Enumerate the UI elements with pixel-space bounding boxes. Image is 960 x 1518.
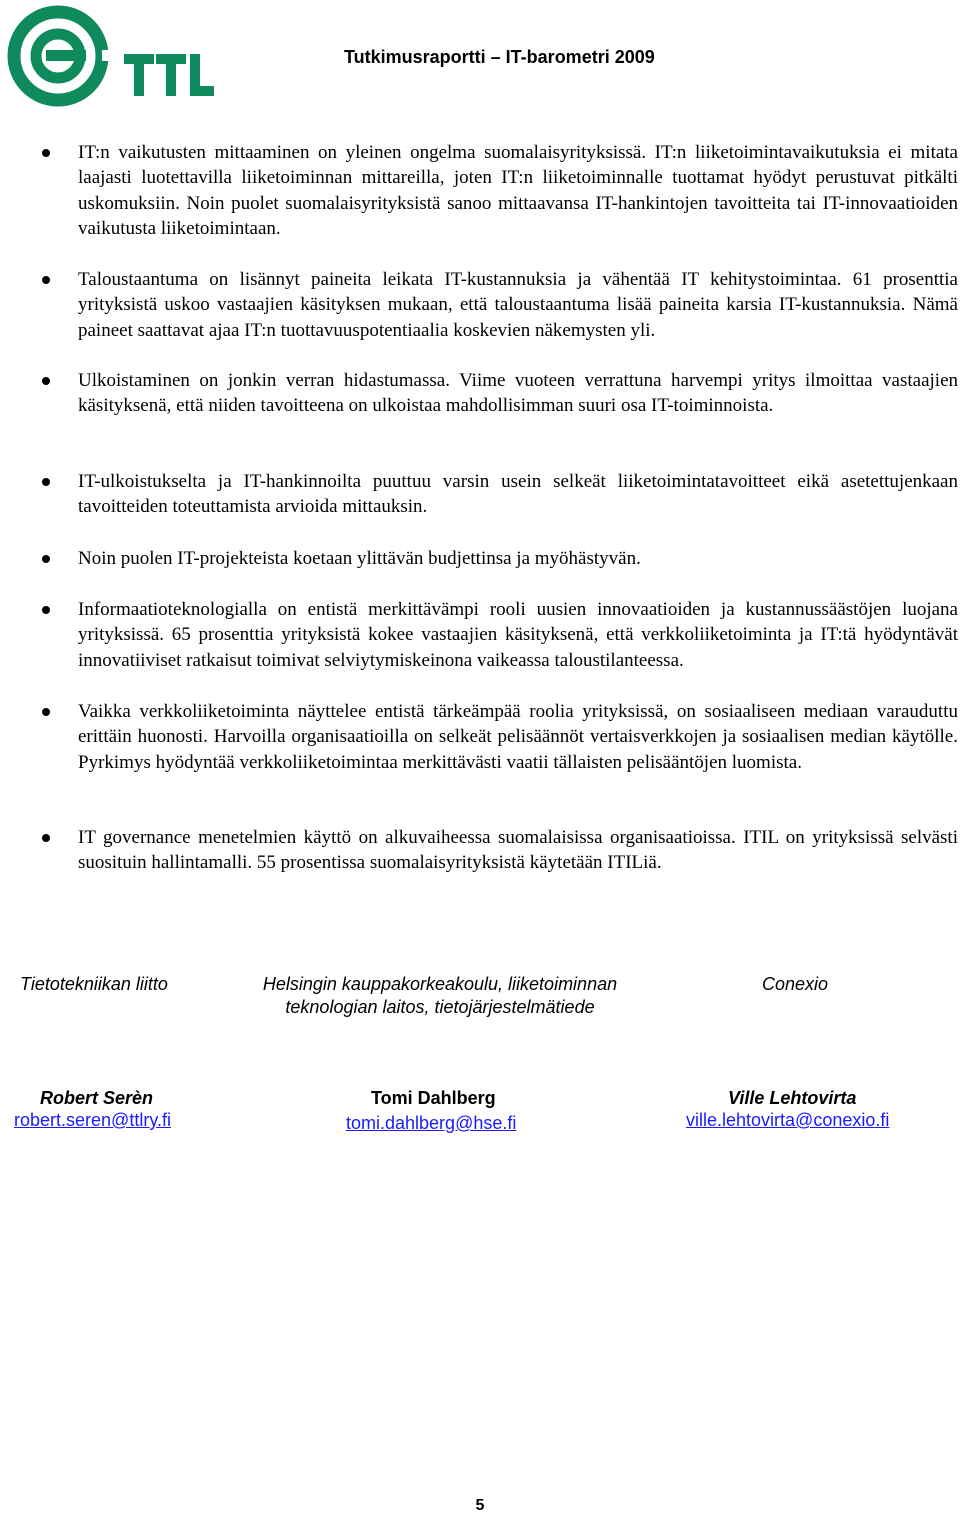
list-item-text: Ulkoistaminen on jonkin verran hidastumassa. Viime vuoteen verrattuna harvempi yritys ilmoittaa vastaajien käsityksenä, että niiden tavoitteena on ulkoistaa mahdollisimman suuri osa IT-toiminnoista. bbox=[78, 370, 958, 417]
contact-email-tomi[interactable]: tomi.dahlberg@hse.fi bbox=[346, 1113, 517, 1133]
bullet-icon bbox=[42, 606, 50, 614]
list-item bbox=[78, 469, 958, 520]
list-item bbox=[78, 368, 958, 419]
bullet-icon bbox=[42, 478, 50, 486]
list-item bbox=[78, 267, 958, 343]
contact-email-robert[interactable]: robert.seren@ttlry.fi bbox=[14, 1110, 171, 1130]
ttl-logo bbox=[6, 4, 216, 108]
organization-hse bbox=[220, 973, 660, 1019]
list-item-text: Noin puolen IT-projekteista koetaan ylittävän budjettinsa ja myöhästyvän. bbox=[78, 548, 641, 569]
page-number: 5 bbox=[475, 1497, 485, 1514]
contact-name-tomi: Tomi Dahlberg bbox=[371, 1088, 496, 1108]
bullet-icon bbox=[42, 555, 50, 563]
organization-name: Helsingin kauppakorkeakoulu, liiketoiminnan bbox=[262, 974, 618, 994]
list-item-text: IT governance menetelmien käyttö on alkuvaiheessa suomalaisissa organisaatioissa. ITIL on yrityksissä selvästi suosituin hallintamalli. 55 prosentissa suomalaisyrityksistä käytetään ITILiä. bbox=[78, 827, 958, 874]
bullet-icon bbox=[42, 276, 50, 284]
bullet-icon bbox=[42, 149, 50, 157]
contact-name-robert: Robert Serèn bbox=[40, 1088, 154, 1108]
contact-email-ville[interactable]: ville.lehtovirta@conexio.fi bbox=[686, 1110, 890, 1130]
list-item-text: Taloustaantuma on lisännyt paineita leikata IT-kustannuksia ja vähentää IT kehitystoimintaa. 61 prosenttia yrityksistä uskoo vastaajien käsityksen mukaan, että taloustaantuma lisää paineita karsia IT-kustannuksia. Nämä paineet saattavat ajaa IT:n tuottavuuspotentiaalia koskevien näkemysten yli. bbox=[78, 269, 958, 341]
contact-name-ville: Ville Lehtovirta bbox=[728, 1088, 857, 1108]
organization-department: teknologian laitos, tietojärjestelmätiede bbox=[285, 997, 595, 1017]
list-item-text: IT:n vaikutusten mittaaminen on yleinen ongelma suomalaisyrityksissä. IT:n liiketoimintavaikutuksia ei mitata laajasti luotettavilla liiketoiminnan mittareilla, joten IT:n liiketoiminnalle tuottamat hyödyt perustuvat pitkälti uskomuksiin. Noin puolet suomalaisyrityksistä sanoo mittaavansa IT-hankintojen tavoitteita tai IT-innovaatioiden vaikutusta liiketoimintaan. bbox=[78, 142, 958, 239]
bullet-icon bbox=[42, 834, 50, 842]
list-item-text: Vaikka verkkoliiketoiminta näyttelee entistä tärkeämpää roolia yrityksissä, on sosiaaliseen mediaan varauduttu erittäin huonosti. Harvoilla organisaatioilla on selkeät pelisäännöt vertaisverkkojen ja sosiaalisen median käytölle. Pyrkimys hyödyntää verkkoliiketoimintaa merkittävästi vaatii tällaisten pelisääntöjen luomista. bbox=[78, 701, 958, 773]
organization-name: Conexio bbox=[762, 974, 829, 994]
list-item-text: Informaatioteknologialla on entistä merkittävämpi rooli uusien innovaatioiden ja kustannussäästöjen luojana yrityksissä. 65 prosenttia yrityksistä kokee vastaajien käsityksenä, että verkkoliiketoiminta ja IT:tä hyödyntävät innovatiiviset ratkaisut toimivat selviytymiskeinona vaikeassa taloustilanteessa. bbox=[78, 599, 958, 671]
list-item bbox=[78, 546, 958, 571]
bullet-icon bbox=[42, 708, 50, 716]
list-item bbox=[78, 699, 958, 775]
list-item bbox=[78, 140, 958, 241]
organization-name: Tietotekniikan liitto bbox=[20, 974, 168, 994]
list-item bbox=[78, 597, 958, 673]
organization-ttl bbox=[20, 973, 168, 996]
report-title: Tutkimusraportti – IT-barometri 2009 bbox=[344, 47, 655, 67]
bullet-icon bbox=[42, 377, 50, 385]
organization-conexio bbox=[762, 973, 828, 996]
list-item bbox=[78, 825, 958, 876]
list-item-text: IT-ulkoistukselta ja IT-hankinnoilta puuttuu varsin usein selkeät liiketoimintatavoitteet eikä asetettujenkaan tavoitteiden toteuttamista arvioida mittauksin. bbox=[78, 471, 958, 518]
